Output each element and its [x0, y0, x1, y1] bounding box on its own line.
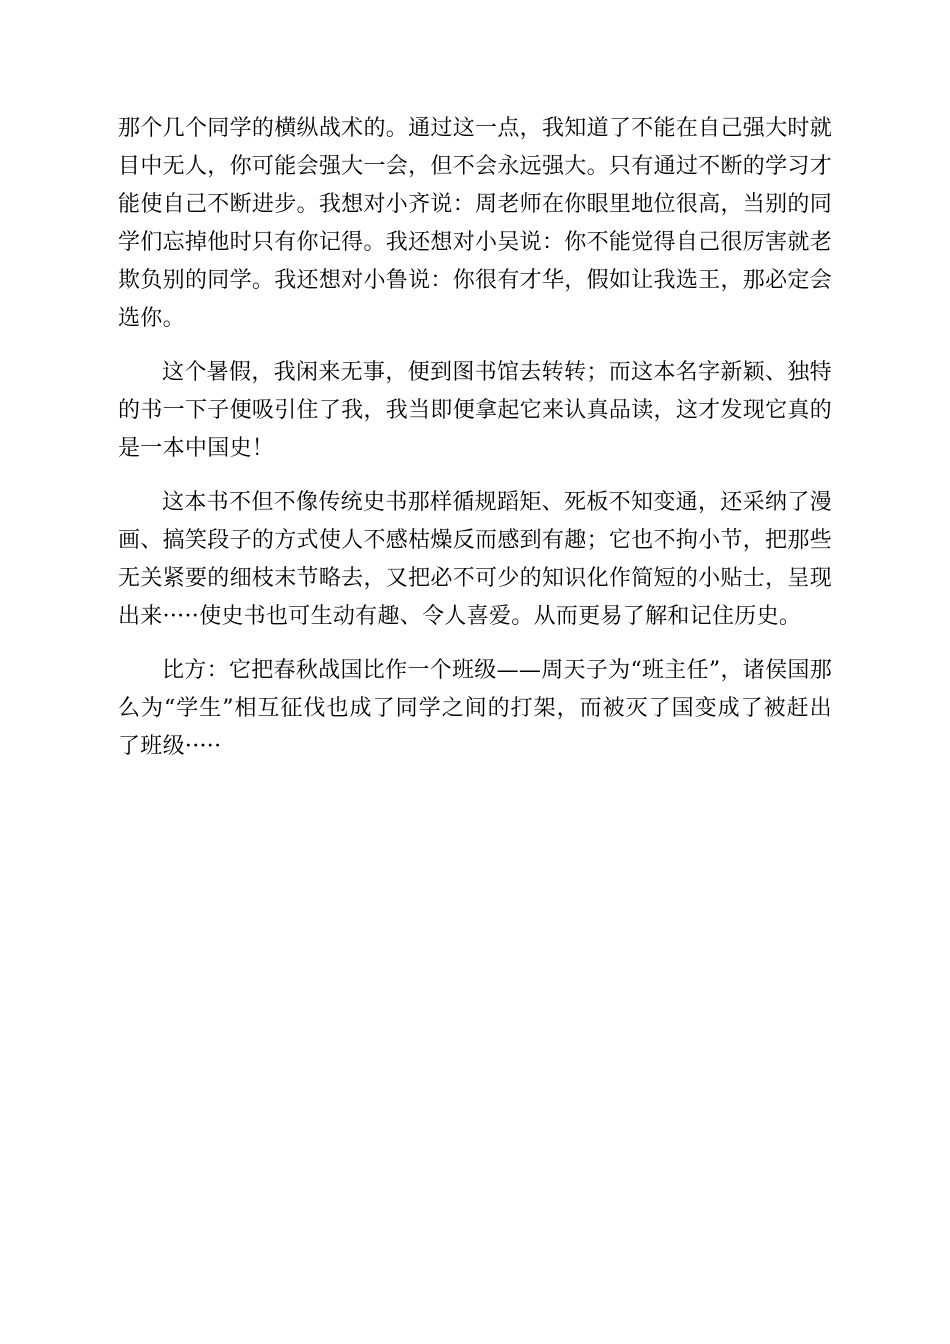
paragraph-3: 这本书不但不像传统史书那样循规蹈矩、死板不知变通，还采纳了漫画、搞笑段子的方式使人不感枯燥反而感到有趣；它也不拘小节，把那些无关紧要的细枝末节略去，又把必不可少的知识化作简短的小贴士，呈现出来·····使史书也可生动有趣、令人喜爱。从而更易了解和记住历史。: [118, 490, 832, 629]
document-body: [118, 110, 832, 782]
paragraph-1: 那个几个同学的横纵战术的。通过这一点，我知道了不能在自己强大时就目中无人，你可能会强大一会，但不会永远强大。只有通过不断的学习才能使自己不断进步。我想对小齐说：周老师在你眼里地位很高，当别的同学们忘掉他时只有你记得。我还想对小吴说：你不能觉得自己很厉害就老欺负别的同学。我还想对小鲁说：你很有才华，假如让我选王，那必定会选你。: [118, 116, 832, 331]
paragraph-2: 这个暑假，我闲来无事，便到图书馆去转转；而这本名字新颖、独特的书一下子便吸引住了我，我当即便拿起它来认真品读，这才发现它真的是一本中国史！: [118, 360, 832, 461]
paragraph-4: 比方：它把春秋战国比作一个班级——周天子为“班主任”，诸侯国那么为“学生”相互征伐也成了同学之间的打架，而被灭了国变成了被赶出了班级·····: [118, 658, 832, 759]
